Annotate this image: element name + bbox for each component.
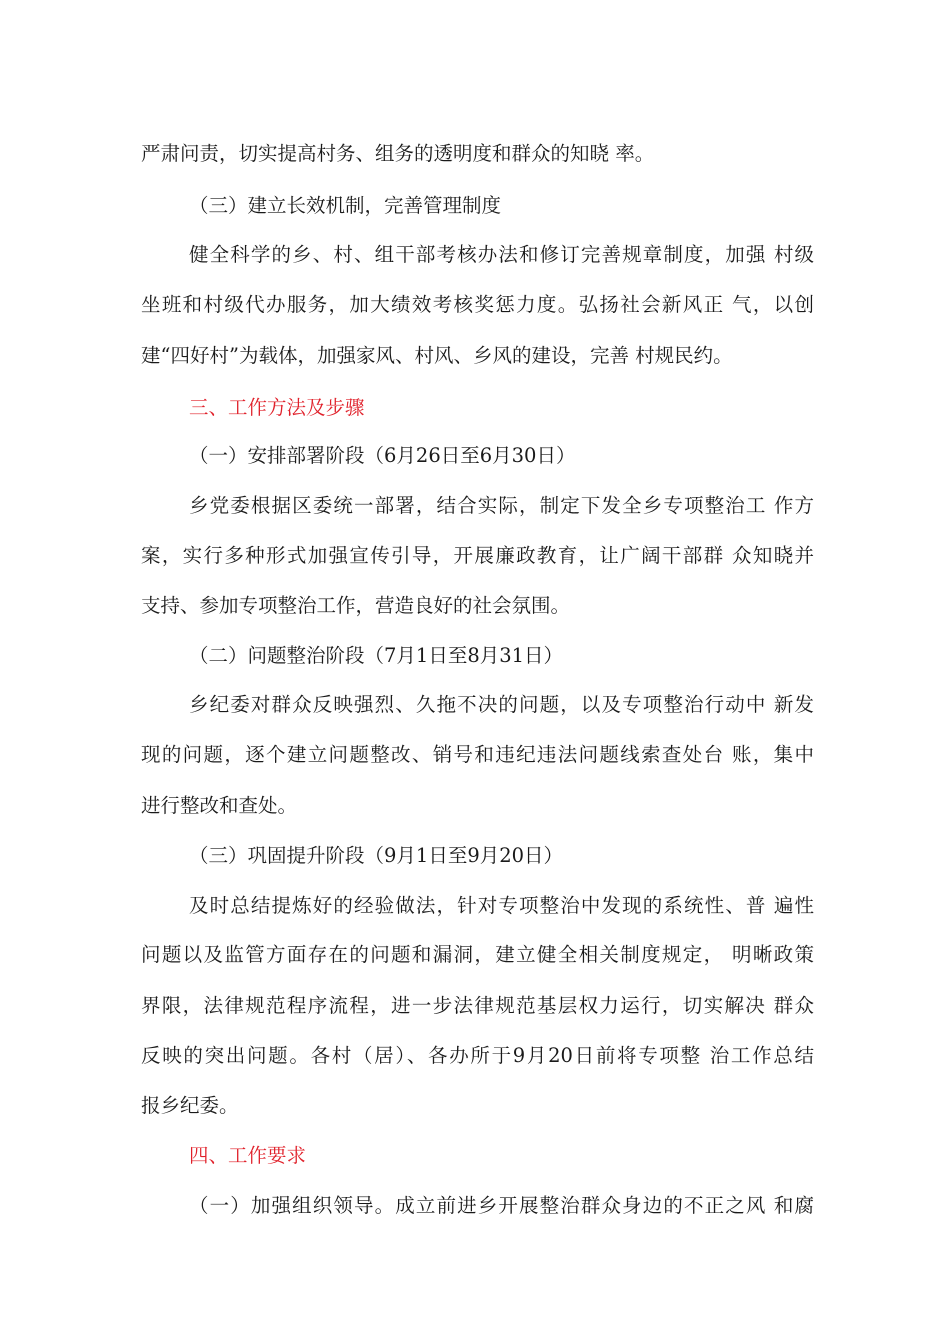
paragraph-line: 现的问题，逐个建立问题整改、销号和违纪违法问题线索查处台 账，集中 <box>141 743 814 766</box>
paragraph-line: 严肃问责，切实提高村务、组务的透明度和群众的知晓 率。 <box>141 142 655 165</box>
paragraph-line: 报乡纪委。 <box>141 1094 239 1117</box>
paragraph-line: 建“四好村”为载体，加强家风、村风、乡风的建设，完善 村规民约。 <box>141 344 733 367</box>
paragraph-line: 及时总结提炼好的经验做法，针对专项整治中发现的系统性、普 遍性 <box>189 894 814 917</box>
section-subheading: （三）巩固提升阶段（9月1日至9月20日） <box>189 844 564 867</box>
paragraph-line: 支持、参加专项整治工作，营造良好的社会氛围。 <box>141 594 571 617</box>
paragraph-line: （一）加强组织领导。成立前进乡开展整治群众身边的不正之风 和腐 <box>189 1194 814 1217</box>
paragraph-line: 乡纪委对群众反映强烈、久拖不决的问题，以及专项整治行动中 新发 <box>189 693 814 716</box>
paragraph-line: 界限，法律规范程序流程，进一步法律规范基层权力运行，切实解决 群众 <box>141 994 814 1017</box>
section-subheading: （一）安排部署阶段（6月26日至6月30日） <box>189 444 576 467</box>
paragraph-line: 反映的突出问题。各村（居）、各办所于9月20日前将专项整 治工作总结 <box>141 1044 814 1067</box>
section-heading: 四、工作要求 <box>189 1144 307 1167</box>
paragraph-line: 问题以及监管方面存在的问题和漏洞，建立健全相关制度规定， 明晰政策 <box>141 943 814 966</box>
section-subheading: （三）建立长效机制，完善管理制度 <box>189 194 502 217</box>
section-heading: 三、工作方法及步骤 <box>189 396 365 419</box>
paragraph-line: 进行整改和查处。 <box>141 794 298 817</box>
paragraph-line: 案，实行多种形式加强宣传引导，开展廉政教育，让广阔干部群 众知晓并 <box>141 544 814 567</box>
paragraph-line: 健全科学的乡、村、组干部考核办法和修订完善规章制度，加强 村级 <box>189 243 814 266</box>
paragraph-line: 乡党委根据区委统一部署，结合实际，制定下发全乡专项整治工 作方 <box>189 494 814 517</box>
section-subheading: （二）问题整治阶段（7月1日至8月31日） <box>189 644 564 667</box>
paragraph-line: 坐班和村级代办服务，加大绩效考核奖惩力度。弘扬社会新风正 气，以创 <box>141 293 814 316</box>
